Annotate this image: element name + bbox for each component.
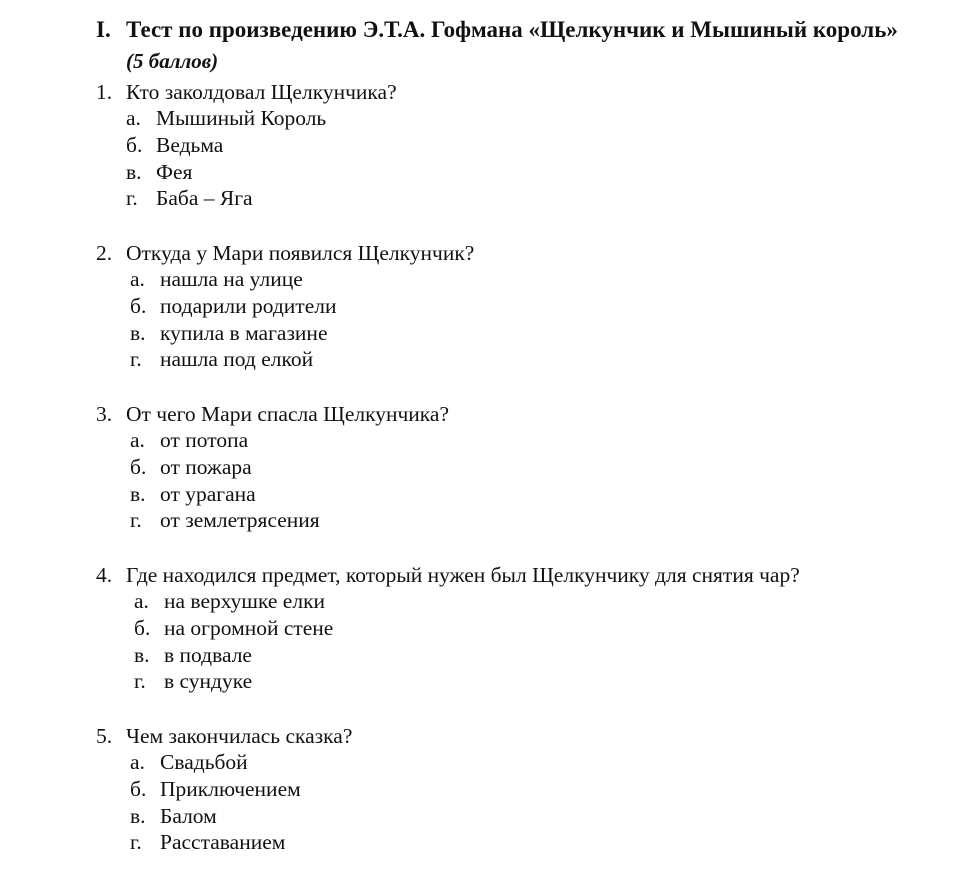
question-2	[96, 240, 474, 266]
option-text: Свадьбой	[160, 750, 248, 774]
option-text: Баба – Яга	[156, 186, 253, 211]
question-number: 2.	[96, 241, 113, 265]
question-4	[96, 562, 800, 588]
option-text: Фея	[156, 159, 193, 184]
option-letter: г.	[126, 186, 138, 211]
option-text: нашла под елкой	[160, 347, 314, 372]
option-item	[130, 454, 320, 481]
question-5	[96, 723, 352, 749]
option-text: Мышиный Король	[156, 106, 327, 130]
option-text: Приключением	[160, 776, 301, 801]
option-text: подарили родители	[160, 293, 337, 318]
option-text: Балом	[160, 803, 217, 828]
test-points: (5 баллов)	[126, 49, 219, 73]
question-3	[96, 401, 449, 427]
question-number: 3.	[96, 402, 113, 426]
option-item	[134, 615, 333, 642]
option-letter: а.	[134, 589, 149, 613]
question-text: Кто заколдовал Щелкунчика?	[126, 80, 397, 104]
question-text: Откуда у Мари появился Щелкунчик?	[126, 241, 475, 265]
option-text: от землетрясения	[160, 508, 320, 533]
question-3-options	[130, 427, 320, 534]
option-item	[126, 185, 326, 212]
option-item	[134, 642, 333, 669]
option-item	[134, 668, 333, 695]
option-letter: г.	[130, 508, 142, 533]
option-item	[130, 293, 336, 320]
question-number: 1.	[96, 80, 113, 104]
option-item	[130, 829, 301, 856]
option-item	[126, 159, 326, 186]
option-letter: а.	[126, 106, 141, 130]
option-letter: а.	[130, 267, 145, 291]
option-letter: г.	[134, 669, 146, 694]
option-letter: в.	[130, 481, 146, 506]
option-letter: б.	[134, 615, 151, 640]
question-2-options	[130, 266, 336, 373]
option-text: от урагана	[160, 481, 256, 506]
test-heading	[96, 16, 898, 44]
question-text: Где находился предмет, который нужен был Щелкунчику для снятия чар?	[126, 563, 800, 587]
question-number: 5.	[96, 724, 113, 748]
option-letter: в.	[130, 320, 146, 345]
option-item	[130, 507, 320, 534]
option-letter: б.	[130, 776, 147, 801]
option-letter: г.	[130, 347, 142, 372]
option-text: от пожара	[160, 454, 252, 479]
option-text: Ведьма	[156, 132, 224, 157]
option-letter: а.	[130, 428, 145, 452]
option-letter: в.	[134, 642, 150, 667]
test-title: Тест по произведению Э.Т.А. Гофмана «Щелкунчик и Мышиный король»	[126, 17, 898, 42]
question-1	[96, 79, 397, 105]
option-text: нашла на улице	[160, 267, 303, 291]
option-letter: в.	[130, 803, 146, 828]
option-item	[130, 803, 301, 830]
question-1-options	[126, 105, 326, 212]
option-text: Расставанием	[160, 830, 286, 855]
option-item	[130, 346, 336, 373]
option-item	[130, 320, 336, 347]
question-number: 4.	[96, 563, 113, 587]
option-item	[130, 749, 301, 776]
option-text: на огромной стене	[164, 615, 334, 640]
option-letter: а.	[130, 750, 145, 774]
option-text: от потопа	[160, 428, 249, 452]
option-item	[126, 105, 326, 132]
option-item	[134, 588, 333, 615]
option-item	[130, 266, 336, 293]
option-text: купила в магазине	[160, 320, 328, 345]
option-letter: в.	[126, 159, 142, 184]
option-letter: г.	[130, 830, 142, 855]
option-letter: б.	[130, 454, 147, 479]
option-item	[130, 427, 320, 454]
option-item	[126, 132, 326, 159]
section-number: I.	[96, 17, 111, 42]
option-text: на верхушке елки	[164, 589, 326, 613]
question-text: От чего Мари спасла Щелкунчика?	[126, 402, 450, 426]
option-letter: б.	[130, 293, 147, 318]
question-text: Чем закончилась сказка?	[126, 724, 353, 748]
option-item	[130, 776, 301, 803]
question-4-options	[134, 588, 333, 695]
question-5-options	[130, 749, 301, 856]
option-text: в подвале	[164, 642, 252, 667]
option-item	[130, 481, 320, 508]
option-letter: б.	[126, 132, 143, 157]
option-text: в сундуке	[164, 669, 253, 694]
